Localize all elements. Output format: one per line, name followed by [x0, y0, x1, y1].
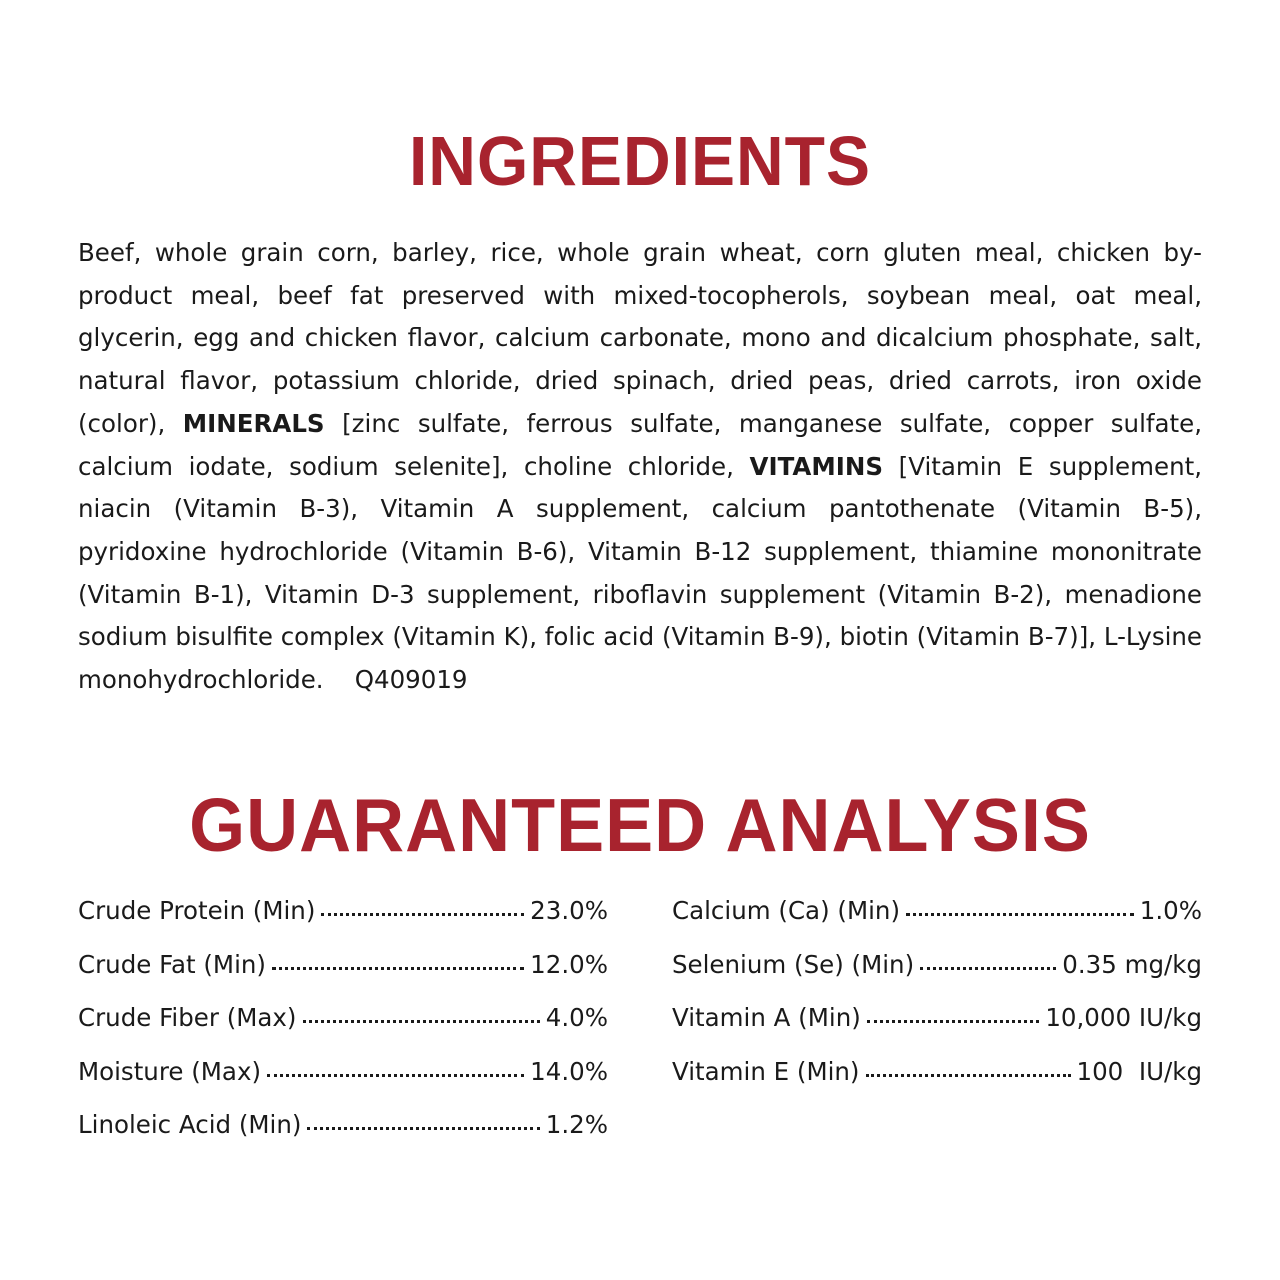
analysis-row	[78, 999, 608, 1053]
analysis-row	[78, 1053, 608, 1107]
ingredients-text-part: [Vitamin E supplement, niacin (Vitamin B-3), Vitamin A supplement, calcium pantothenate (Vitamin B-5), pyridoxine hydrochloride (Vitamin B-6), Vitamin B-12 supplement, thiamine mononitrate (Vitamin B-1), Vitamin D-3 supplement, riboflavin supplement (Vitamin B-2), menadione sodium bisulfite complex (Vitamin K), folic acid (Vitamin B-9), biotin (Vitamin B-7)], L-Lysine monohydrochloride.	[78, 451, 1202, 695]
analysis-left-column	[78, 892, 608, 1160]
product-code: Q409019	[323, 665, 468, 695]
analysis-label: Vitamin A (Min)	[672, 1003, 861, 1032]
analysis-value: 14.0%	[530, 1056, 608, 1086]
analysis-value: 10,000 IU/kg	[1045, 1003, 1202, 1032]
dot-leader	[906, 895, 1134, 919]
analysis-value: 100 IU/kg	[1076, 1056, 1202, 1086]
ingredients-text-part: [zinc sulfate, ferrous sulfate, manganese sulfate, copper sulfate, calcium iodate, sodium selenite], choline chloride,	[78, 408, 1202, 481]
dot-leader	[321, 895, 524, 919]
ingredients-heading: INGREDIENTS	[408, 122, 872, 200]
ingredients-text-part: Beef, whole grain corn, barley, rice, whole grain wheat, corn gluten meal, chicken by-product meal, beef fat preserved with mixed-tocopherols, soybean meal, oat meal, glycerin, egg and chicken flavor, calcium carbonate, mono and dicalcium phosphate, salt, natural flavor, potassium chloride, dried spinach, dried peas, dried carrots, iron oxide (color),	[78, 238, 1202, 438]
analysis-label: Crude Fat (Min)	[78, 949, 266, 979]
dot-leader	[272, 949, 524, 973]
dot-leader	[307, 1109, 539, 1133]
dot-leader	[867, 1002, 1040, 1026]
analysis-row	[78, 1106, 608, 1160]
dot-leader	[267, 1056, 524, 1080]
analysis-value: 4.0%	[545, 1003, 608, 1032]
analysis-label: Linoleic Acid (Min)	[78, 1110, 302, 1139]
analysis-row	[78, 892, 608, 946]
dot-leader	[920, 949, 1056, 973]
analysis-value: 12.0%	[530, 949, 608, 979]
analysis-right-column	[672, 892, 1202, 1106]
ingredients-list	[78, 232, 1202, 702]
analysis-row	[672, 999, 1202, 1053]
vitamins-label: VITAMINS	[749, 451, 884, 481]
minerals-label: MINERALS	[182, 408, 325, 438]
analysis-value: 0.35 mg/kg	[1062, 949, 1202, 979]
analysis-label: Moisture (Max)	[78, 1056, 261, 1086]
guaranteed-analysis-heading: GUARANTEED ANALYSIS	[189, 784, 1091, 868]
analysis-row	[672, 946, 1202, 1000]
analysis-row	[672, 1053, 1202, 1107]
analysis-value: 1.0%	[1139, 896, 1202, 925]
analysis-value: 23.0%	[530, 896, 608, 925]
analysis-value: 1.2%	[545, 1110, 608, 1139]
dot-leader	[866, 1056, 1071, 1080]
dot-leader	[303, 1002, 540, 1026]
analysis-row	[78, 946, 608, 1000]
analysis-label: Crude Fiber (Max)	[78, 1003, 297, 1032]
analysis-label: Calcium (Ca) (Min)	[672, 896, 901, 925]
analysis-label: Selenium (Se) (Min)	[672, 949, 915, 979]
analysis-row	[672, 892, 1202, 946]
analysis-label: Crude Protein (Min)	[78, 896, 316, 925]
analysis-label: Vitamin E (Min)	[672, 1056, 860, 1086]
